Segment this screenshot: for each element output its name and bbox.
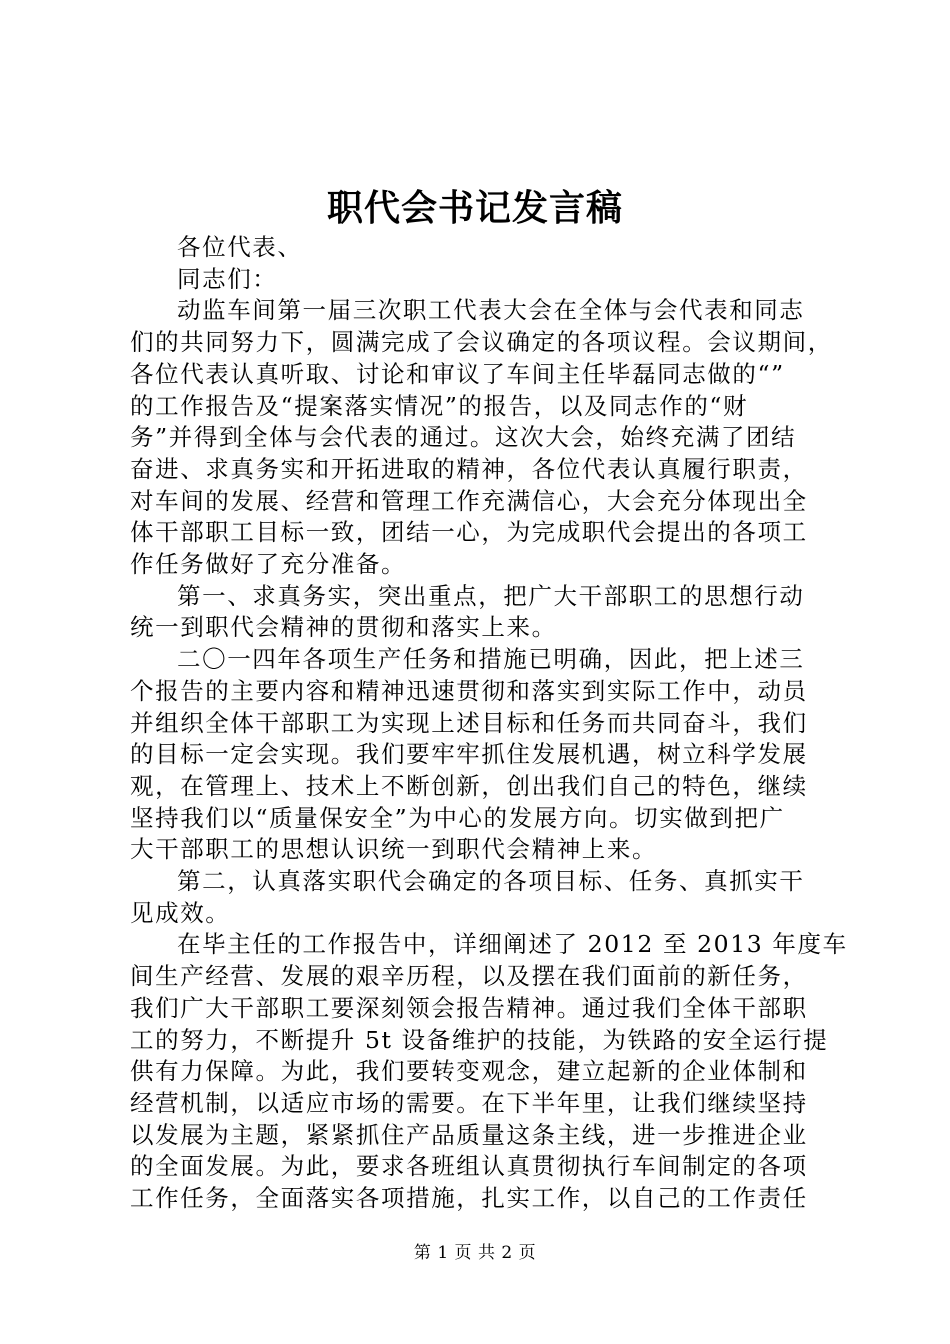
- text-line: 各位代表认真听取、讨论和审议了车间主任毕磊同志做的“”: [130, 359, 785, 388]
- text-line: 以发展为主题，紧紧抓住产品质量这条主线，进一步推进企业: [130, 1120, 808, 1149]
- text-line: 我们广大干部职工要深刻领会报告精神。通过我们全体干部职: [130, 993, 808, 1022]
- paragraph: [130, 644, 830, 866]
- text-line: 同志们：: [177, 264, 278, 293]
- text-line: 统一到职代会精神的贯彻和落实上来。: [130, 613, 557, 642]
- text-line: 工的努力，不断提升 5t 设备维护的技能，为铁路的安全运行提: [130, 1025, 829, 1054]
- text-line: 个报告的主要内容和精神迅速贯彻和落实到实际工作中，动员: [130, 676, 808, 705]
- text-line: 动监车间第一届三次职工代表大会在全体与会代表和同志: [177, 296, 805, 325]
- text-line: 大干部职工的思想认识统一到职代会精神上来。: [130, 835, 658, 864]
- text-line: 各位代表、: [177, 233, 303, 261]
- text-line: 作任务做好了充分准备。: [130, 550, 407, 579]
- text-line: 第一、求真务实，突出重点，把广大干部职工的思想行动: [177, 581, 805, 610]
- paragraph: [130, 295, 833, 580]
- text-line: 奋进、求真务实和开拓进取的精神，各位代表认真履行职责，: [130, 454, 808, 483]
- text-line: 经营机制，以适应市场的需要。在下半年里，让我们继续坚持: [130, 1088, 808, 1117]
- page-footer: 第 1 页 共 2 页: [413, 1243, 537, 1263]
- text-line: 工作任务，全面落实各项措施，扎实工作，以自己的工作责任: [130, 1184, 808, 1213]
- document-body: [130, 232, 848, 1215]
- text-line: 在毕主任的工作报告中，详细阐述了 2012 至 2013 年度车: [177, 930, 848, 959]
- text-line: 见成效。: [130, 898, 231, 927]
- salutation-paragraph: [130, 264, 830, 296]
- text-line: 二〇一四年各项生产任务和措施已明确，因此，把上述三: [177, 645, 805, 674]
- salutation-paragraph: [130, 232, 830, 264]
- text-line: 务”并得到全体与会代表的通过。这次大会，始终充满了团结: [130, 423, 797, 452]
- text-line: 对车间的发展、经营和管理工作充满信心，大会充分体现出全: [130, 486, 808, 515]
- text-line: 第二，认真落实职代会确定的各项目标、任务、真抓实干: [177, 867, 805, 896]
- text-line: 体干部职工目标一致，团结一心，为完成职代会提出的各项工: [130, 518, 808, 547]
- text-line: 的工作报告及“提案落实情况”的报告，以及同志作的“财: [130, 391, 749, 420]
- text-line: 并组织全体干部职工为实现上述目标和任务而共同奋斗，我们: [130, 708, 808, 737]
- text-line: 坚持我们以“质量保安全”为中心的发展方向。切实做到把广: [130, 803, 785, 832]
- paragraph: [130, 929, 848, 1214]
- section-heading-paragraph: [130, 866, 830, 929]
- text-line: 供有力保障。为此，我们要转变观念，建立起新的企业体制和: [130, 1057, 808, 1086]
- text-line: 的全面发展。为此，要求各班组认真贯彻执行车间制定的各项: [130, 1152, 808, 1181]
- document-title: 职代会书记发言稿: [326, 187, 623, 229]
- text-line: 观，在管理上、技术上不断创新，创出我们自己的特色，继续: [130, 771, 808, 800]
- text-line: 间生产经营、发展的艰辛历程，以及摆在我们面前的新任务，: [130, 962, 808, 991]
- text-line: 的目标一定会实现。我们要牢牢抓住发展机遇，树立科学发展: [130, 740, 808, 769]
- text-line: 们的共同努力下，圆满完成了会议确定的各项议程。会议期间，: [130, 328, 833, 357]
- section-heading-paragraph: [130, 581, 830, 644]
